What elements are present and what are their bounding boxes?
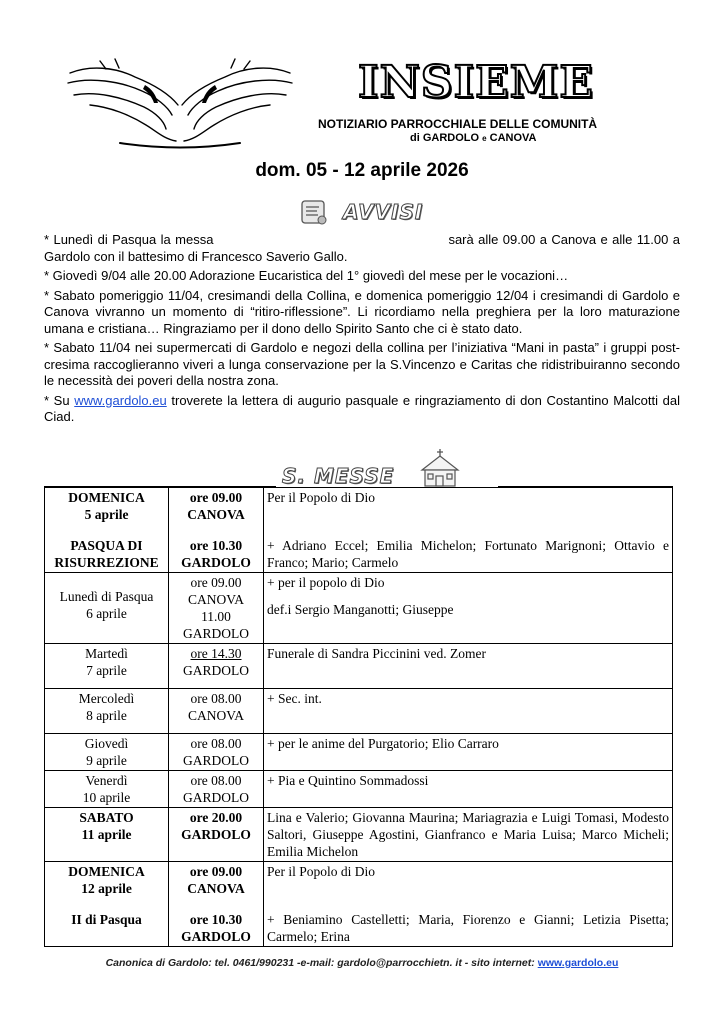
newsletter-title: INSIEME [358,57,594,108]
table-row: Venerdì 10 aprile ore 08.00 GARDOLO + Pia e Quintino Sommadossi [45,771,673,808]
avvisi-heading: AVVISI [343,200,424,224]
table-row: Lunedì di Pasqua 6 aprile ore 09.00 CANOVA 11.00 GARDOLO + per il popolo di Dio def.i Sergio Manganotti; Giuseppe [45,573,673,644]
table-row: SABATO 11 aprile ore 20.00 GARDOLO Lina e Valerio; Giovanna Maurina; Mariagrazia e Luigi Tomasi, Modesto Saltori, Giuseppe Agostini, Gianfranco e Maria Luisa; Marco Micheli; Emilia Michelon [45,808,673,862]
table-row: Giovedì 9 aprile ore 08.00 GARDOLO + per le anime del Purgatorio; Elio Carraro [45,734,673,771]
announcement-5: * Su www.gardolo.eu troverete la lettera di augurio pasquale e ringraziamento di don Costantino Malcotti dal Ciad. [44,392,680,424]
announcement-1: * Lunedì di Pasqua la messa sarà alle 09.00 a Canova e alle 11.00 a Gardolo con il battesimo di Francesco Saverio Gallo. [44,232,680,264]
church-icon [418,448,462,490]
announcements [44,232,680,429]
masthead [60,55,680,155]
footer-website-link[interactable]: www.gardolo.eu [537,957,619,969]
contact-footer: Canonica di Gardolo: tel. 0461/990231 -e-mail: gardolo@parrocchietn. it - sito internet: www.gardolo.eu [105,957,619,969]
announcement-2: * Giovedì 9/04 alle 20.00 Adorazione Eucaristica del 1° giovedì del mese per le vocazioni… [44,268,569,283]
announcement-4: * Sabato 11/04 nei supermercati di Gardolo e negozi della collina per l’iniziativa “Mani in pasta” i gruppi post-cresima raccoglieranno viveri a lunga conservazione per la S.Vincenzo e Caritas che ridistribuiranno secondo le necessità dei poveri della nostra zona. [44,340,680,388]
announcement-3: * Sabato pomeriggio 11/04, cresimandi della Collina, e domenica pomeriggio 12/04 i cresimandi di Gardolo e Canova vivranno un momento di “ritiro-riflessione”. Li ricordiamo nella preghiera per la loro maturazione umana e cristiana… Ringraziamo per il dono dello Spirito Santo che ci è stato dato. [44,287,680,336]
masses-heading: S. MESSE [282,464,395,488]
table-row: Mercoledì 8 aprile ore 08.00 CANOVA + Sec. int. [45,689,673,734]
newsletter-subtitle: NOTIZIARIO PARROCCHIALE DELLE COMUNITÀ [318,117,598,131]
mass-schedule-table [44,487,673,947]
website-link[interactable]: www.gardolo.eu [74,392,167,408]
table-row: DOMENICA 5 aprile PASQUA DI RISURREZIONE ore 09.00 CANOVA ore 10.30 GARDOLO Per il Popolo di Dio + Adriano Eccel; Emilia Michelon; Fortunato Marignoni; Ottavio e Franco; Mario; Carmelo [45,488,673,573]
notice-scroll-icon [298,198,330,226]
table-row: DOMENICA 12 aprile II di Pasqua ore 09.00 CANOVA ore 10.30 GARDOLO Per il Popolo di Dio + Beniamino Castelletti; Maria, Fiorenzo e Gianni; Letizia Pisetta; Carmelo; Erina [45,862,673,947]
issue-date: dom. 05 - 12 aprile 2026 [255,160,469,181]
hands-logo-icon [60,55,300,150]
parish-names: di GARDOLO e CANOVA [410,132,537,144]
table-row: Martedì 7 aprile ore 14.30 GARDOLO Funerale di Sandra Piccinini ved. Zomer [45,644,673,689]
